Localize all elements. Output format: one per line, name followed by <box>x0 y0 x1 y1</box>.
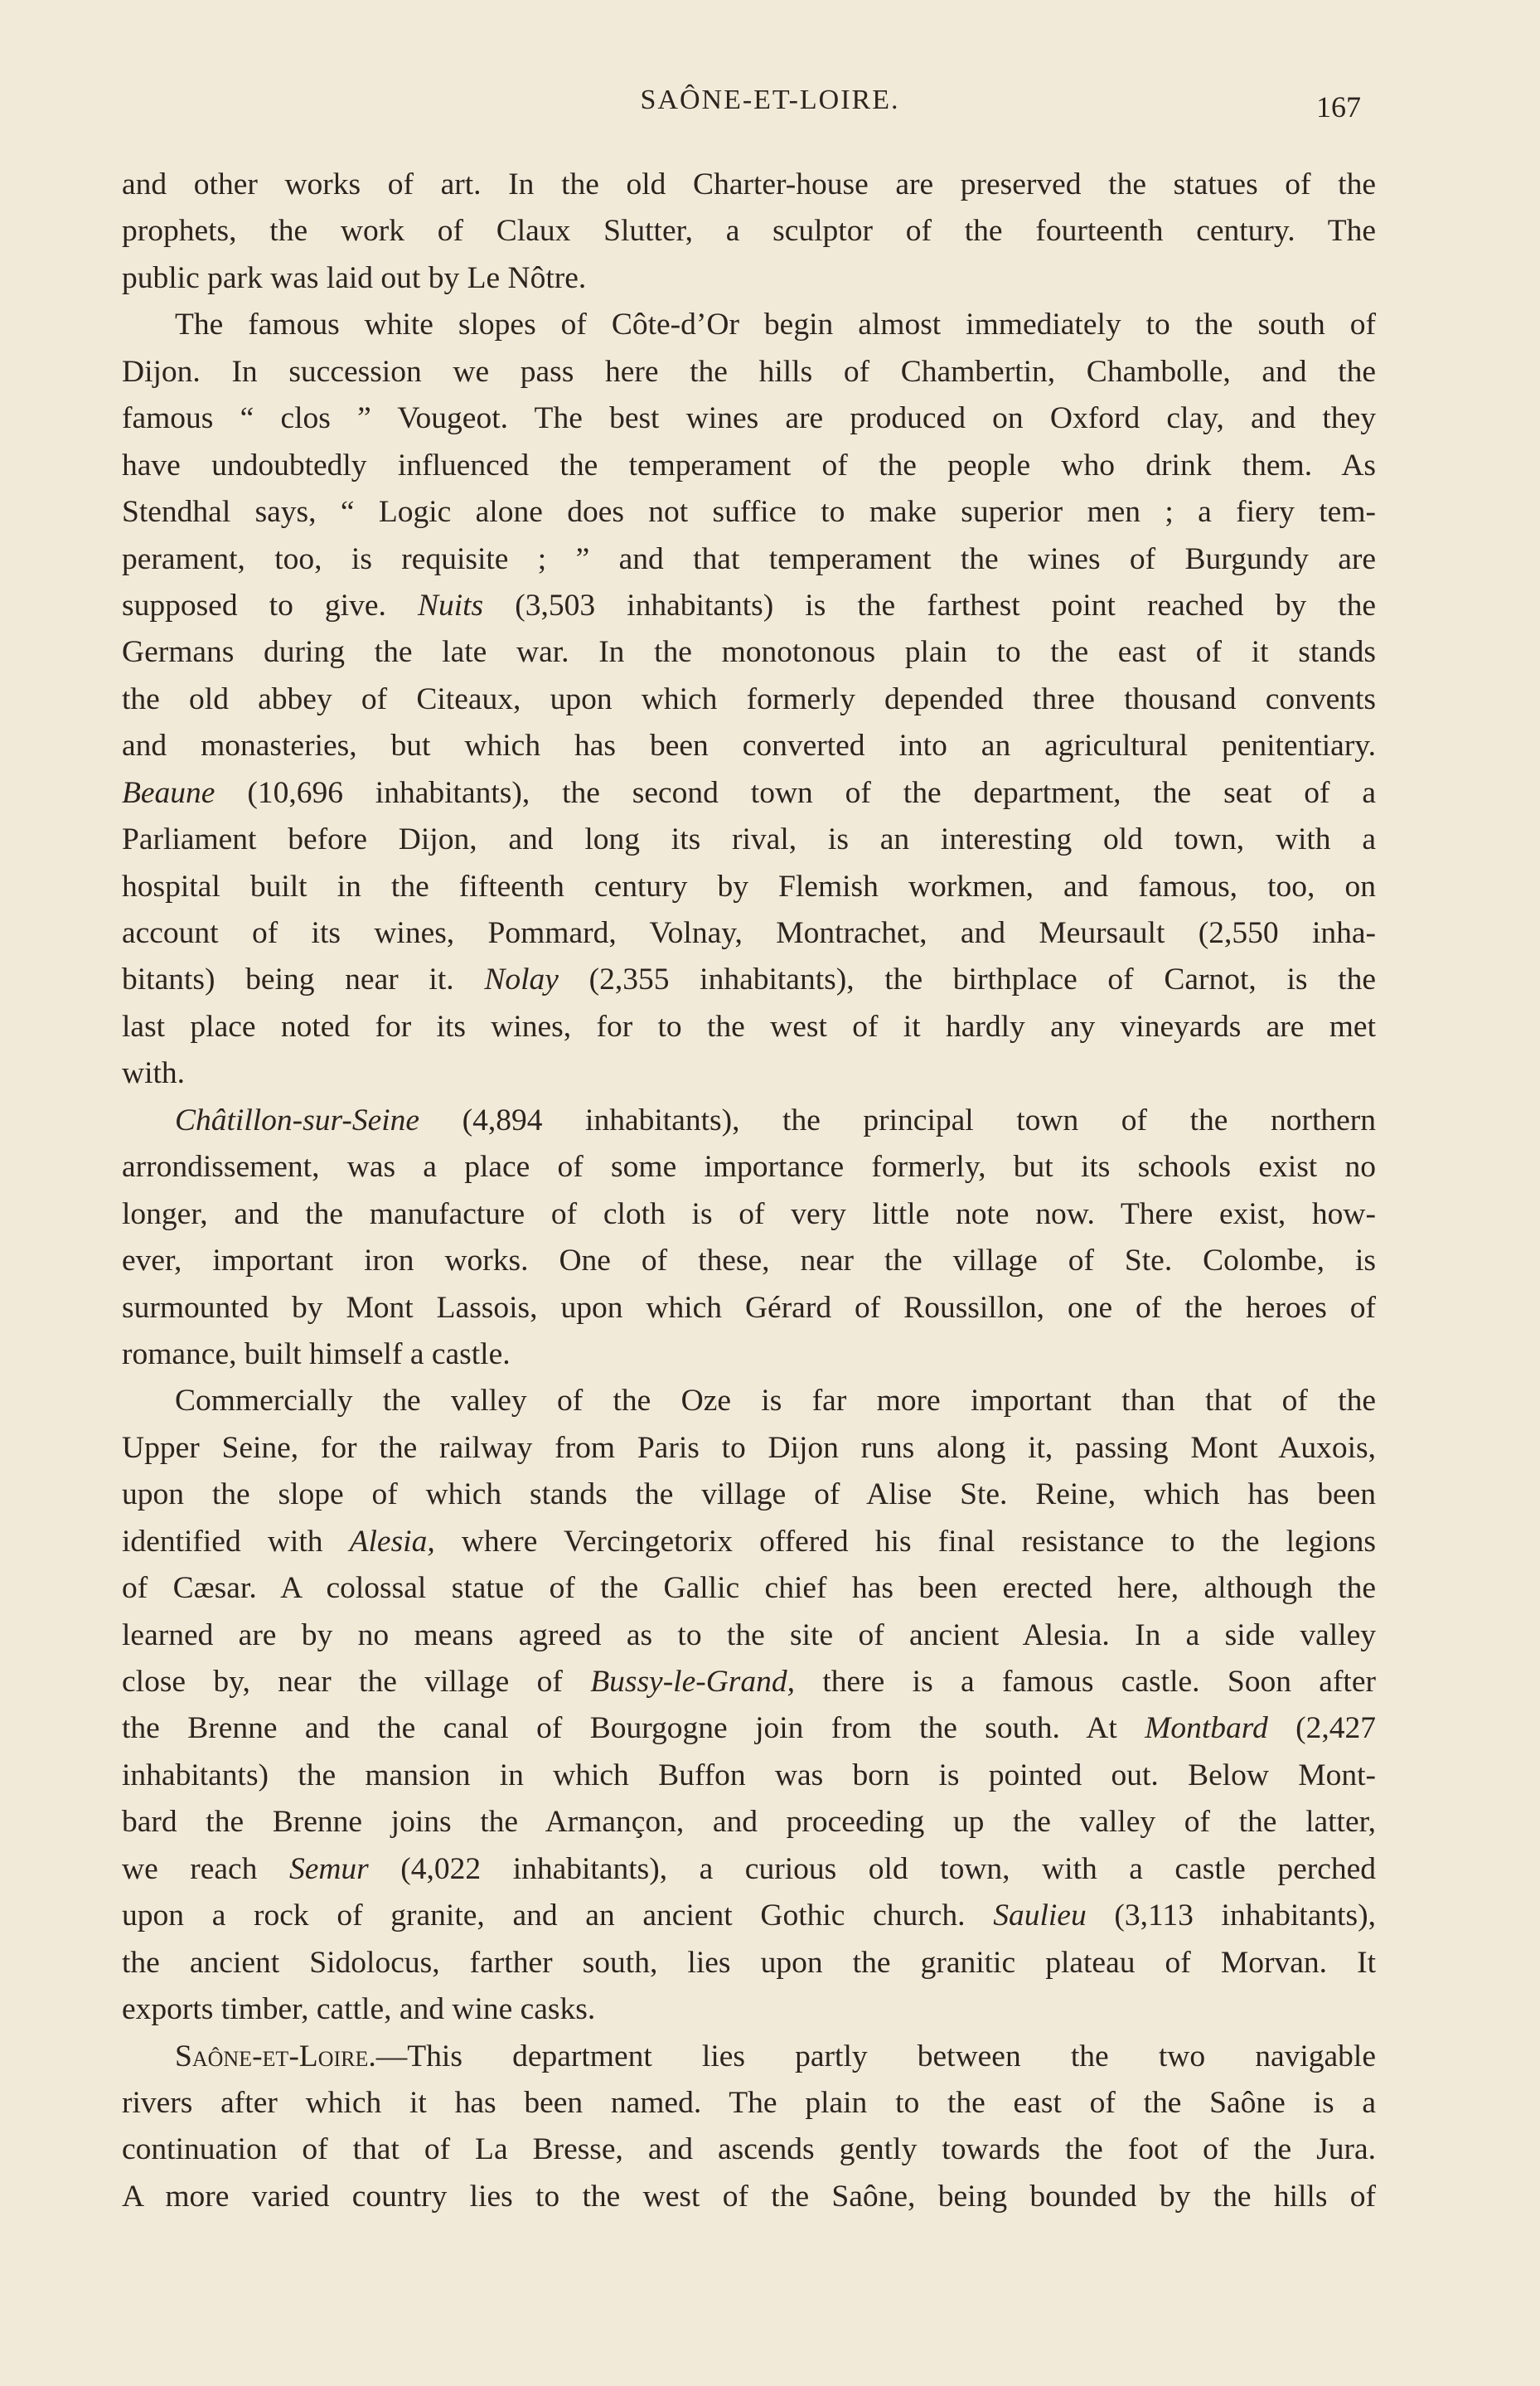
text-span: continuation of that of La Bresse, and ascends gently towards the foot of the Jura. <box>122 2132 1376 2167</box>
italic-place-name: Nuits <box>417 588 484 623</box>
text-line <box>122 1893 1376 1939</box>
italic-place-name: Beaune <box>122 775 216 810</box>
text-line <box>122 1144 1376 1191</box>
text-span: inhabitants) the mansion in which Buffon was born is pointed out. Below Mont- <box>122 1758 1376 1792</box>
text-line <box>122 1285 1376 1331</box>
text-line <box>122 302 1376 348</box>
text-span: ever, important iron works. One of these, near the village of Ste. Colombe, is <box>122 1244 1376 1278</box>
text-span: close by, near the village of <box>122 1665 591 1699</box>
italic-place-name: Saulieu <box>993 1899 1087 1933</box>
text-span: (4,894 inhabitants), the principal town of the northern <box>419 1103 1376 1137</box>
text-line <box>122 1004 1376 1050</box>
text-span: the Brenne and the canal of Bourgogne join from the south. At <box>122 1711 1145 1746</box>
text-line <box>122 1519 1376 1565</box>
text-line <box>122 1191 1376 1238</box>
text-line <box>122 957 1376 1003</box>
text-line <box>122 1238 1376 1284</box>
text-span: learned are by no means agreed as to the site of ancient Alesia. In a side valley <box>122 1617 1376 1652</box>
text-line <box>122 864 1376 910</box>
text-line <box>122 770 1376 817</box>
text-line <box>122 255 1376 302</box>
text-line <box>122 1612 1376 1659</box>
text-span: (3,113 inhabitants), <box>1086 1899 1376 1933</box>
text-span: exports timber, cattle, and wine casks. <box>122 1992 596 2027</box>
text-span: prophets, the work of Claux Slutter, a sculptor of the fourteenth century. The <box>122 214 1376 249</box>
text-span: —This department lies partly between the two navigable <box>375 2039 1376 2073</box>
text-line <box>122 817 1376 863</box>
text-span: public park was laid out by Le Nôtre. <box>122 260 587 295</box>
italic-place-name: Montbard <box>1145 1711 1268 1746</box>
section-heading: Saône-et-Loire. <box>175 2039 376 2073</box>
text-span: have undoubtedly influenced the temperament of the people who drink them. As <box>122 448 1376 483</box>
body-text <box>122 162 1376 2220</box>
text-line <box>122 443 1376 489</box>
text-span: the ancient Sidolocus, farther south, lies upon the granitic plateau of Morvan. It <box>122 1945 1376 1980</box>
text-line <box>122 1425 1376 1472</box>
text-span: (2,427 <box>1267 1711 1376 1746</box>
italic-place-name: Nolay <box>484 963 559 997</box>
text-span: arrondissement, was a place of some importance formerly, but its schools exist no <box>122 1150 1376 1185</box>
text-span: bard the Brenne joins the Armançon, and proceeding up the valley of the latter, <box>122 1805 1376 1840</box>
text-line <box>122 1753 1376 1799</box>
text-line <box>122 349 1376 395</box>
text-span: Commercially the valley of the Oze is far more important than that of the <box>175 1384 1376 1419</box>
text-span: there is a famous castle. Soon after <box>795 1665 1376 1699</box>
text-line <box>122 1565 1376 1612</box>
text-span: of Cæsar. A colossal statue of the Gallic chief has been erected here, although the <box>122 1571 1376 1606</box>
italic-place-name: Châtillon-sur-Seine <box>175 1103 420 1137</box>
text-span: famous “ clos ” Vougeot. The best wines are produced on Oxford clay, and they <box>122 401 1376 436</box>
text-span: rivers after which it has been named. The plain to the east of the Saône is a <box>122 2085 1376 2120</box>
text-span: (3,503 inhabitants) is the farthest point reached by the <box>483 588 1376 623</box>
text-span: surmounted by Mont Lassois, upon which Gérard of Roussillon, one of the heroes of <box>122 1290 1376 1325</box>
running-head: SAÔNE-ET-LOIRE. <box>640 85 900 115</box>
text-line <box>122 1331 1376 1378</box>
text-span: perament, too, is requisite ; ” and that temperament the wines of Burgundy are <box>122 541 1376 576</box>
text-line <box>122 1098 1376 1144</box>
text-span: (10,696 inhabitants), the second town of the department, the seat of a <box>215 775 1376 810</box>
text-line <box>122 208 1376 255</box>
text-span: Dijon. In succession we pass here the hills of Chambertin, Chambolle, and the <box>122 354 1376 389</box>
text-span: longer, and the manufacture of cloth is of very little note now. There exist, how- <box>122 1196 1376 1231</box>
text-line <box>122 1705 1376 1752</box>
text-span: The famous white slopes of Côte-d’Or begin almost immediately to the south of <box>175 308 1376 342</box>
text-line <box>122 629 1376 676</box>
text-span: the old abbey of Citeaux, upon which formerly depended three thousand convents <box>122 681 1376 716</box>
text-line <box>122 677 1376 723</box>
text-line <box>122 1986 1376 2033</box>
text-span: last place noted for its wines, for to the west of it hardly any vineyards are met <box>122 1009 1376 1044</box>
text-line <box>122 910 1376 957</box>
italic-place-name: Bussy-le-Grand, <box>590 1665 796 1699</box>
text-span: upon the slope of which stands the village of Alise Ste. Reine, which has been <box>122 1477 1376 1512</box>
text-line <box>122 489 1376 536</box>
text-line <box>122 1799 1376 1845</box>
text-span: upon a rock of granite, and an ancient Gothic church. <box>122 1899 994 1933</box>
text-line <box>122 2034 1376 2080</box>
text-span: and monasteries, but which has been converted into an agricultural penitentiary. <box>122 729 1376 764</box>
text-line <box>122 2174 1376 2220</box>
text-span: Stendhal says, “ Logic alone does not suffice to make superior men ; a fiery tem- <box>122 495 1376 530</box>
text-span: and other works of art. In the old Charter-house are preserved the statues of the <box>122 167 1376 201</box>
text-line <box>122 1050 1376 1097</box>
text-span: (2,355 inhabitants), the birthplace of Carnot, is the <box>558 963 1376 997</box>
italic-place-name: Alesia, <box>349 1524 435 1559</box>
text-span: bitants) being near it. <box>122 963 485 997</box>
text-line <box>122 1659 1376 1705</box>
text-line <box>122 1472 1376 1518</box>
text-line <box>122 1378 1376 1424</box>
text-line <box>122 395 1376 442</box>
text-span: (4,022 inhabitants), a curious old town, with a castle perched <box>368 1851 1376 1886</box>
text-line <box>122 1940 1376 1986</box>
text-line <box>122 2127 1376 2173</box>
text-span: A more varied country lies to the west of the Saône, being bounded by the hills of <box>122 2179 1376 2214</box>
text-span: Germans during the late war. In the monotonous plain to the east of it stands <box>122 635 1376 670</box>
text-span: we reach <box>122 1851 289 1886</box>
page-number: 167 <box>1316 90 1361 124</box>
text-span: Parliament before Dijon, and long its rival, is an interesting old town, with a <box>122 822 1376 857</box>
text-span: with. <box>122 1056 186 1091</box>
text-line <box>122 723 1376 769</box>
text-line <box>122 1846 1376 1893</box>
text-span: account of its wines, Pommard, Volnay, Montrachet, and Meursault (2,550 inha- <box>122 916 1376 950</box>
italic-place-name: Semur <box>288 1851 369 1886</box>
text-line <box>122 162 1376 208</box>
text-span: identified with <box>122 1524 350 1559</box>
text-line <box>122 583 1376 629</box>
text-span: hospital built in the fifteenth century by Flemish workmen, and famous, too, on <box>122 869 1376 904</box>
text-span: romance, built himself a castle. <box>122 1336 511 1371</box>
text-line <box>122 536 1376 583</box>
text-span: where Vercingetorix offered his final resistance to the legions <box>434 1524 1376 1559</box>
text-line <box>122 2080 1376 2127</box>
text-span: supposed to give. <box>122 588 418 623</box>
text-span: Upper Seine, for the railway from Paris to Dijon runs along it, passing Mont Auxois, <box>122 1430 1376 1465</box>
